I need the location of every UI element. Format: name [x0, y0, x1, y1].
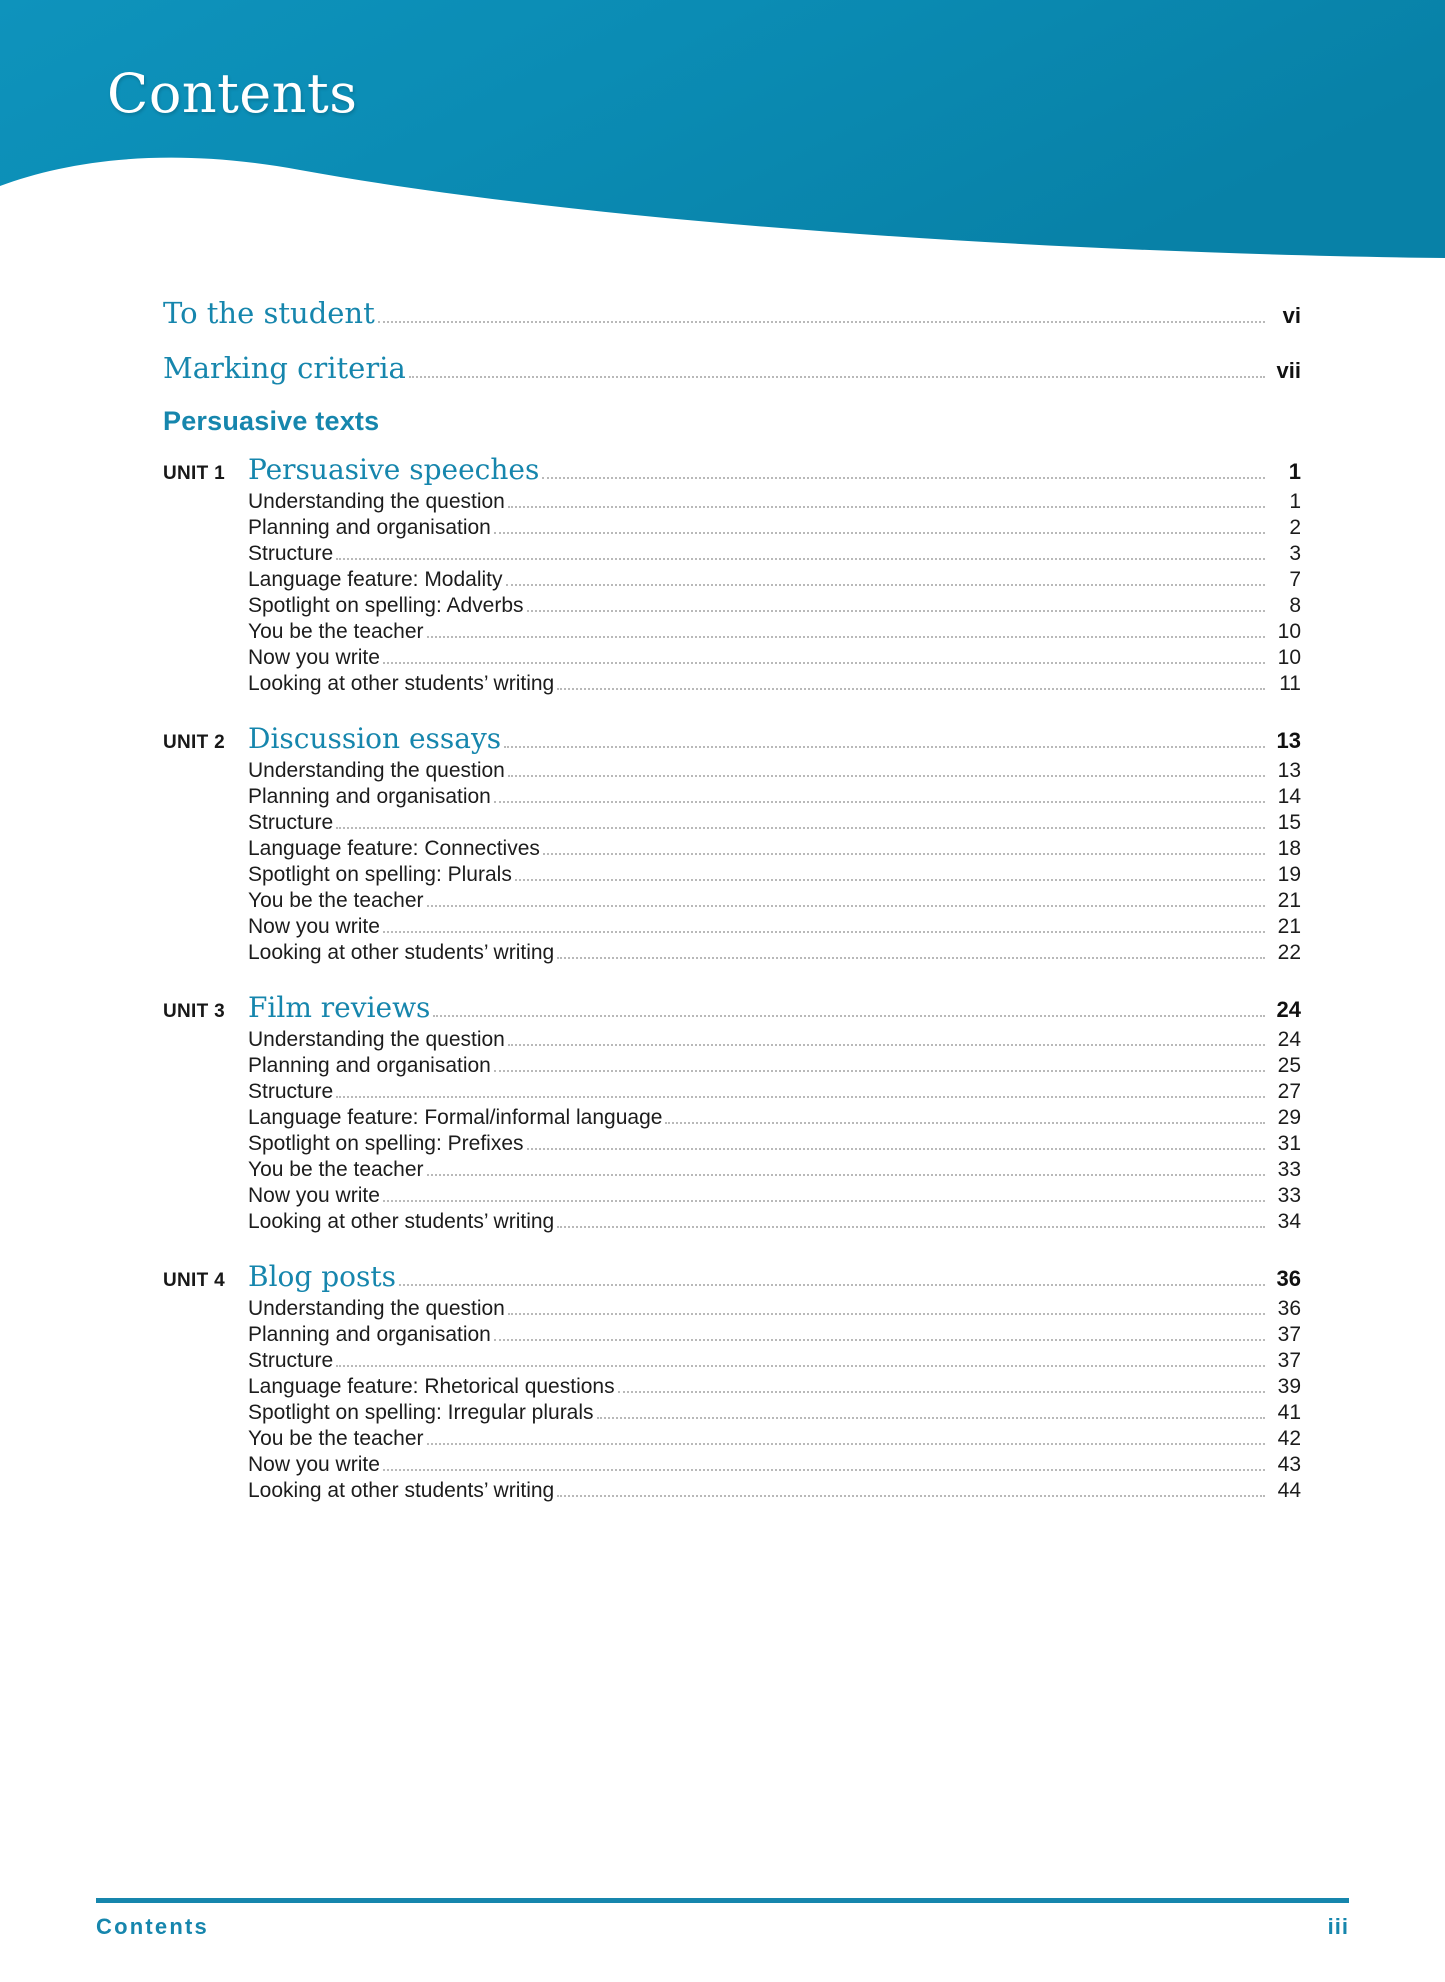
toc-row-subentry[interactable]	[163, 1106, 1301, 1130]
toc-row-subentry[interactable]	[163, 516, 1301, 540]
toc-page-number: vi	[1282, 303, 1301, 328]
toc-entry-label: Structure	[248, 1080, 334, 1103]
toc-page-number: 42	[1277, 1427, 1301, 1450]
toc-page-number: 31	[1277, 1132, 1301, 1155]
table-of-contents	[163, 296, 1301, 1529]
toc-row-subentry[interactable]	[163, 672, 1301, 696]
toc-entry-label: Language feature: Modality	[248, 568, 503, 591]
toc-page-number: 2	[1289, 516, 1301, 539]
front-matter-list	[163, 296, 1301, 387]
toc-entry-label: You be the teacher	[248, 1427, 424, 1450]
dot-leader	[557, 1494, 1265, 1497]
toc-page-number: 1	[1289, 490, 1301, 513]
toc-row-subentry[interactable]	[163, 646, 1301, 670]
dot-leader	[515, 878, 1265, 881]
toc-row-subentry[interactable]	[163, 915, 1301, 939]
toc-page-number: 24	[1276, 997, 1301, 1022]
dot-leader	[508, 1312, 1265, 1315]
dot-leader	[383, 930, 1265, 933]
toc-entry-label: Now you write	[248, 1453, 380, 1476]
toc-entry-label: Language feature: Rhetorical questions	[248, 1375, 615, 1398]
toc-row-subentry[interactable]	[163, 785, 1301, 809]
unit-number-label: UNIT 1	[163, 463, 225, 484]
toc-page-number: 13	[1277, 759, 1301, 782]
unit-number-label: UNIT 4	[163, 1270, 225, 1291]
dot-leader	[508, 505, 1265, 508]
toc-page-number: 10	[1277, 620, 1301, 643]
toc-page-number: 3	[1289, 542, 1301, 565]
toc-row-subentry[interactable]	[163, 1479, 1301, 1503]
dot-leader	[378, 320, 1265, 323]
footer-rule	[96, 1898, 1349, 1903]
dot-leader	[409, 375, 1265, 378]
footer-page-number: iii	[1327, 1914, 1349, 1939]
dot-leader	[494, 1338, 1265, 1341]
toc-page-number: 11	[1279, 672, 1301, 695]
toc-entry-label: Language feature: Formal/informal language	[248, 1106, 663, 1129]
unit-title: Film reviews	[248, 991, 431, 1024]
toc-entry-label: Now you write	[248, 915, 380, 938]
toc-entry-label: Understanding the question	[248, 1028, 505, 1051]
dot-leader	[494, 1069, 1265, 1072]
dot-leader	[527, 1147, 1266, 1150]
toc-page-number: 41	[1277, 1401, 1301, 1424]
toc-entry-label: Understanding the question	[248, 1297, 505, 1320]
toc-entry-label: Structure	[248, 1349, 334, 1372]
toc-row-subentry[interactable]	[163, 1210, 1301, 1234]
dot-leader	[494, 800, 1265, 803]
toc-page-number: 18	[1277, 837, 1301, 860]
unit-number-label: UNIT 2	[163, 732, 225, 753]
toc-row-subentry[interactable]	[163, 1297, 1301, 1321]
toc-row-subentry[interactable]	[163, 1427, 1301, 1451]
unit-block-1	[163, 453, 1301, 696]
toc-row-subentry[interactable]	[163, 1401, 1301, 1425]
toc-page-number: 36	[1277, 1297, 1301, 1320]
header-banner-shape	[0, 0, 1445, 300]
toc-page-number: 8	[1289, 594, 1301, 617]
toc-row-subentry[interactable]	[163, 1132, 1301, 1156]
unit-block-4	[163, 1260, 1301, 1503]
dot-leader	[506, 583, 1265, 586]
dot-leader	[336, 1364, 1265, 1367]
toc-entry-label: To the student	[163, 296, 375, 330]
toc-entry-label: Looking at other students’ writing	[248, 941, 555, 964]
dot-leader	[427, 635, 1265, 638]
toc-entry-label: Now you write	[248, 1184, 380, 1207]
dot-leader	[543, 852, 1265, 855]
toc-entry-label: Spotlight on spelling: Prefixes	[248, 1132, 524, 1155]
toc-page-number: vii	[1276, 358, 1301, 383]
dot-leader	[383, 1199, 1265, 1202]
toc-page-number: 34	[1277, 1210, 1301, 1233]
toc-row-subentry[interactable]	[163, 1028, 1301, 1052]
header-banner	[0, 0, 1445, 300]
toc-row-front-matter[interactable]	[163, 351, 1301, 387]
toc-row-unit-title[interactable]	[163, 991, 1301, 1025]
dot-leader	[427, 1173, 1265, 1176]
dot-leader	[557, 1225, 1265, 1228]
toc-row-subentry[interactable]	[163, 1453, 1301, 1477]
dot-leader	[508, 1043, 1265, 1046]
toc-row-unit-title[interactable]	[163, 453, 1301, 487]
toc-row-subentry[interactable]	[163, 1158, 1301, 1182]
toc-page-number: 21	[1277, 889, 1301, 912]
unit-title: Discussion essays	[248, 722, 502, 755]
toc-row-subentry[interactable]	[163, 1054, 1301, 1078]
toc-page-number: 15	[1277, 811, 1301, 834]
dot-leader	[618, 1390, 1265, 1393]
dot-leader	[336, 1095, 1265, 1098]
toc-row-subentry[interactable]	[163, 594, 1301, 618]
toc-entry-label: You be the teacher	[248, 620, 424, 643]
toc-entry-label: Spotlight on spelling: Plurals	[248, 863, 512, 886]
toc-page-number: 36	[1276, 1266, 1301, 1291]
toc-page-number: 39	[1277, 1375, 1301, 1398]
dot-leader	[665, 1121, 1265, 1124]
toc-row-subentry[interactable]	[163, 759, 1301, 783]
toc-row-subentry[interactable]	[163, 889, 1301, 913]
toc-entry-label: Planning and organisation	[248, 1323, 491, 1346]
section-heading: Persuasive texts	[163, 406, 380, 436]
toc-page-number: 14	[1277, 785, 1301, 808]
toc-page-number: 24	[1277, 1028, 1301, 1051]
footer-row	[96, 1914, 1349, 1940]
toc-entry-label: Spotlight on spelling: Adverbs	[248, 594, 524, 617]
toc-page-number: 33	[1277, 1158, 1301, 1181]
page-title: Contents	[107, 62, 358, 125]
dot-leader	[433, 1014, 1265, 1017]
toc-page-number: 44	[1277, 1479, 1301, 1502]
dot-leader	[427, 1442, 1265, 1445]
dot-leader	[504, 745, 1265, 748]
toc-entry-label: Understanding the question	[248, 759, 505, 782]
dot-leader	[336, 557, 1265, 560]
unit-number-label: UNIT 3	[163, 1001, 225, 1022]
toc-entry-label: You be the teacher	[248, 1158, 424, 1181]
toc-entry-label: Language feature: Connectives	[248, 837, 540, 860]
dot-leader	[557, 956, 1265, 959]
toc-row-subentry[interactable]	[163, 1323, 1301, 1347]
toc-entry-label: Planning and organisation	[248, 785, 491, 808]
toc-page-number: 19	[1277, 863, 1301, 886]
toc-row-subentry[interactable]	[163, 542, 1301, 566]
toc-entry-label: Structure	[248, 542, 334, 565]
dot-leader	[336, 826, 1265, 829]
toc-page-number: 37	[1277, 1323, 1301, 1346]
toc-row-subentry[interactable]	[163, 863, 1301, 887]
toc-row-front-matter[interactable]	[163, 296, 1301, 332]
dot-leader	[383, 1468, 1265, 1471]
dot-leader	[399, 1283, 1265, 1286]
toc-page-number: 37	[1277, 1349, 1301, 1372]
toc-row-subentry[interactable]	[163, 1375, 1301, 1399]
toc-entry-label: Looking at other students’ writing	[248, 672, 555, 695]
toc-entry-label: Now you write	[248, 646, 380, 669]
dot-leader	[494, 531, 1265, 534]
toc-row-subentry[interactable]	[163, 568, 1301, 592]
unit-title: Persuasive speeches	[248, 453, 540, 486]
toc-row-subentry[interactable]	[163, 1184, 1301, 1208]
toc-entry-label: You be the teacher	[248, 889, 424, 912]
toc-entry-label: Planning and organisation	[248, 516, 491, 539]
toc-entry-label: Structure	[248, 811, 334, 834]
footer-label: Contents	[96, 1914, 209, 1939]
dot-leader	[383, 661, 1265, 664]
toc-entry-label: Marking criteria	[163, 351, 406, 385]
unit-block-2	[163, 722, 1301, 965]
toc-page-number: 13	[1276, 728, 1301, 753]
toc-page-number: 21	[1277, 915, 1301, 938]
dot-leader	[527, 609, 1265, 612]
toc-row-subentry[interactable]	[163, 811, 1301, 835]
toc-page-number: 7	[1289, 568, 1301, 591]
unit-title: Blog posts	[248, 1260, 396, 1293]
toc-row-subentry[interactable]	[163, 490, 1301, 514]
page-footer	[96, 1898, 1349, 1940]
toc-row-subentry[interactable]	[163, 1080, 1301, 1104]
toc-page-number: 10	[1277, 646, 1301, 669]
toc-row-unit-title[interactable]	[163, 722, 1301, 756]
toc-row-subentry[interactable]	[163, 620, 1301, 644]
toc-page-number: 1	[1288, 459, 1301, 484]
toc-entry-label: Understanding the question	[248, 490, 505, 513]
toc-entry-label: Looking at other students’ writing	[248, 1210, 555, 1233]
toc-row-subentry[interactable]	[163, 1349, 1301, 1373]
toc-row-unit-title[interactable]	[163, 1260, 1301, 1294]
toc-page-number: 29	[1277, 1106, 1301, 1129]
dot-leader	[427, 904, 1265, 907]
dot-leader	[597, 1416, 1265, 1419]
unit-block-3	[163, 991, 1301, 1234]
toc-page-number: 25	[1277, 1054, 1301, 1077]
toc-page-number: 27	[1277, 1080, 1301, 1103]
toc-entry-label: Spotlight on spelling: Irregular plurals	[248, 1401, 594, 1424]
toc-row-subentry[interactable]	[163, 941, 1301, 965]
toc-entry-label: Planning and organisation	[248, 1054, 491, 1077]
toc-page-number: 43	[1277, 1453, 1301, 1476]
dot-leader	[508, 774, 1265, 777]
toc-row-subentry[interactable]	[163, 837, 1301, 861]
dot-leader	[557, 687, 1265, 690]
toc-page-number: 22	[1277, 941, 1301, 964]
toc-entry-label: Looking at other students’ writing	[248, 1479, 555, 1502]
toc-page-number: 33	[1277, 1184, 1301, 1207]
dot-leader	[542, 476, 1265, 479]
